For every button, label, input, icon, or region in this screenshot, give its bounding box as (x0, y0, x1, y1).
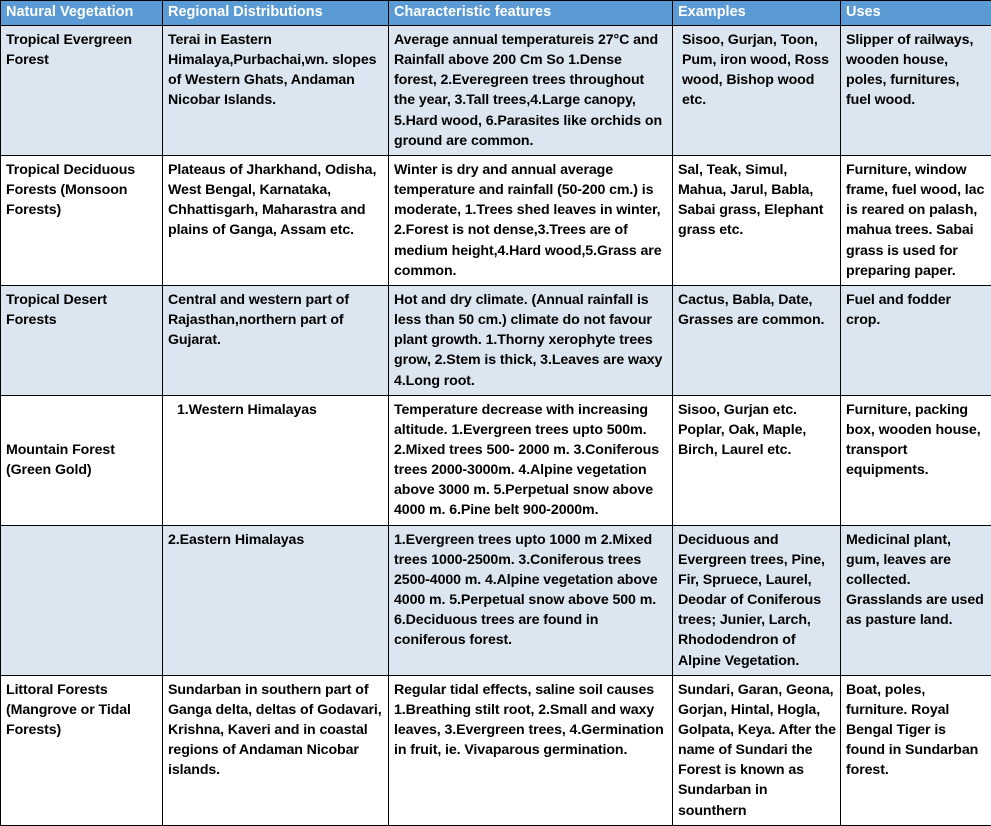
cell-text: Slipper of railways, wooden house, poles, furnitures, fuel wood. (846, 30, 987, 111)
table-row (1, 675, 991, 825)
cell-characteristic-features (389, 525, 673, 675)
cell-regional-distributions (163, 26, 389, 156)
cell-natural-vegetation (1, 285, 163, 395)
cell-uses (841, 525, 991, 675)
cell-text: Central and western part of Rajasthan,northern part of Gujarat. (168, 290, 384, 350)
cell-text: Littoral Forests (Mangrove or Tidal Forests) (6, 680, 158, 740)
cell-regional-distributions (163, 155, 389, 285)
cell-uses (841, 395, 991, 525)
cell-text: Sundari, Garan, Geona, Gorjan, Hintal, Hogla, Golpata, Keya. After the name of Sundari the Forest is known as Sundarban in sounthern (678, 680, 836, 821)
cell-text: Regular tidal effects, saline soil causes 1.Breathing stilt root, 2.Small and waxy leaves, 3.Evergreen trees, 4.Germination in fruit, ie. Vivaparous germination. (394, 680, 668, 761)
cell-characteristic-features (389, 395, 673, 525)
cell-uses (841, 155, 991, 285)
table-header (1, 1, 991, 26)
cell-text: Sisoo, Gurjan, Toon, Pum, iron wood, Ross wood, Bishop wood etc. (682, 30, 836, 111)
column-header-natural-vegetation: Natural Vegetation (1, 1, 163, 26)
cell-natural-vegetation (1, 26, 163, 156)
cell-text: Furniture, window frame, fuel wood, lac is reared on palash, mahua trees. Sabai grass is used for preparing paper. (846, 160, 987, 281)
table-row (1, 285, 991, 395)
column-header-examples: Examples (673, 1, 841, 26)
cell-text: Medicinal plant, gum, leaves are collected. Grasslands are used as pasture land. (846, 530, 987, 631)
cell-regional-distributions (163, 395, 389, 525)
cell-natural-vegetation (1, 675, 163, 825)
cell-uses (841, 26, 991, 156)
cell-regional-distributions (163, 525, 389, 675)
cell-regional-distributions (163, 285, 389, 395)
cell-regional-distributions (163, 675, 389, 825)
cell-text: Sisoo, Gurjan etc. Poplar, Oak, Maple, Birch, Laurel etc. (678, 400, 836, 460)
cell-characteristic-features (389, 675, 673, 825)
cell-text: Winter is dry and annual average temperature and rainfall (50-200 cm.) is moderate, 1.Trees shed leaves in winter, 2.Forest is not dense,3.Trees are of medium height,4.Hard wood,5.Grass are common. (394, 160, 668, 281)
table-header-row (1, 1, 991, 26)
cell-text: 1.Evergreen trees upto 1000 m 2.Mixed trees 1000-2500m. 3.Coniferous trees 2500-4000 m. 4.Alpine vegetation above 4000 m. 5.Perpetual snow above 500 m. 6.Deciduous trees are found in coniferous forest. (394, 530, 668, 651)
cell-uses (841, 285, 991, 395)
cell-natural-vegetation (1, 395, 163, 525)
cell-text: Cactus, Babla, Date, Grasses are common. (678, 290, 836, 330)
cell-natural-vegetation (1, 525, 163, 675)
cell-text: Hot and dry climate. (Annual rainfall is less than 50 cm.) climate do not favour plant growth. 1.Thorny xerophyte trees grow, 2.Stem is thick, 3.Leaves are waxy 4.Long root. (394, 290, 668, 391)
cell-examples (673, 675, 841, 825)
cell-characteristic-features (389, 285, 673, 395)
cell-text: Deciduous and Evergreen trees, Pine, Fir, Spruece, Laurel, Deodar of Coniferous trees; Junier, Larch, Rhododendron of Alpine Vegetation. (678, 530, 836, 671)
cell-examples (673, 155, 841, 285)
table-row (1, 395, 991, 525)
cell-text: Sundarban in southern part of Ganga delta, deltas of Godavari, Krishna, Kaveri and in coastal regions of Andaman Nicobar islands. (168, 680, 384, 781)
cell-examples (673, 26, 841, 156)
cell-text: Boat, poles, furniture. Royal Bengal Tiger is found in Sundarban forest. (846, 680, 987, 781)
cell-characteristic-features (389, 155, 673, 285)
cell-text: 2.Eastern Himalayas (168, 530, 384, 550)
cell-examples (673, 395, 841, 525)
cell-text: Temperature decrease with increasing altitude. 1.Evergreen trees upto 500m. 2.Mixed trees 500- 2000 m. 3.Coniferous trees 2000-3000m. 4.Alpine vegetation above 3000 m. 5.Perpetual snow above 4000 m. 6.Pine belt 900-2000m. (394, 400, 668, 521)
cell-natural-vegetation (1, 155, 163, 285)
column-header-characteristic-features: Characteristic features (389, 1, 673, 26)
cell-examples (673, 525, 841, 675)
column-header-regional-distributions: Regional Distributions (163, 1, 389, 26)
cell-examples (673, 285, 841, 395)
column-header-uses: Uses (841, 1, 991, 26)
cell-text: Fuel and fodder crop. (846, 290, 987, 330)
cell-text: Sal, Teak, Simul, Mahua, Jarul, Babla, Sabai grass, Elephant grass etc. (678, 160, 836, 241)
cell-uses (841, 675, 991, 825)
cell-text: Tropical Deciduous Forests (Monsoon Forests) (6, 160, 158, 220)
cell-text: Average annual temperatureis 27°C and Rainfall above 200 Cm So 1.Dense forest, 2.Everegreen trees throughout the year, 3.Tall trees,4.Large canopy, 5.Hard wood, 6.Parasites like orchids on ground are common. (394, 30, 668, 151)
cell-text: Plateaus of Jharkhand, Odisha, West Bengal, Karnataka, Chhattisgarh, Maharastra and plains of Ganga, Assam etc. (168, 160, 384, 241)
table-row (1, 155, 991, 285)
cell-text: Tropical Desert Forests (6, 290, 158, 330)
cell-text: Tropical Evergreen Forest (6, 30, 158, 70)
cell-text: Mountain Forest (Green Gold) (6, 440, 158, 480)
table-row (1, 26, 991, 156)
cell-text: 1.Western Himalayas (177, 400, 384, 420)
cell-text: Terai in Eastern Himalaya,Purbachai,wn. slopes of Western Ghats, Andaman Nicobar Islands. (168, 30, 384, 111)
table-row (1, 525, 991, 675)
cell-characteristic-features (389, 26, 673, 156)
cell-text: Furniture, packing box, wooden house, transport equipments. (846, 400, 987, 481)
table-body (1, 26, 991, 826)
